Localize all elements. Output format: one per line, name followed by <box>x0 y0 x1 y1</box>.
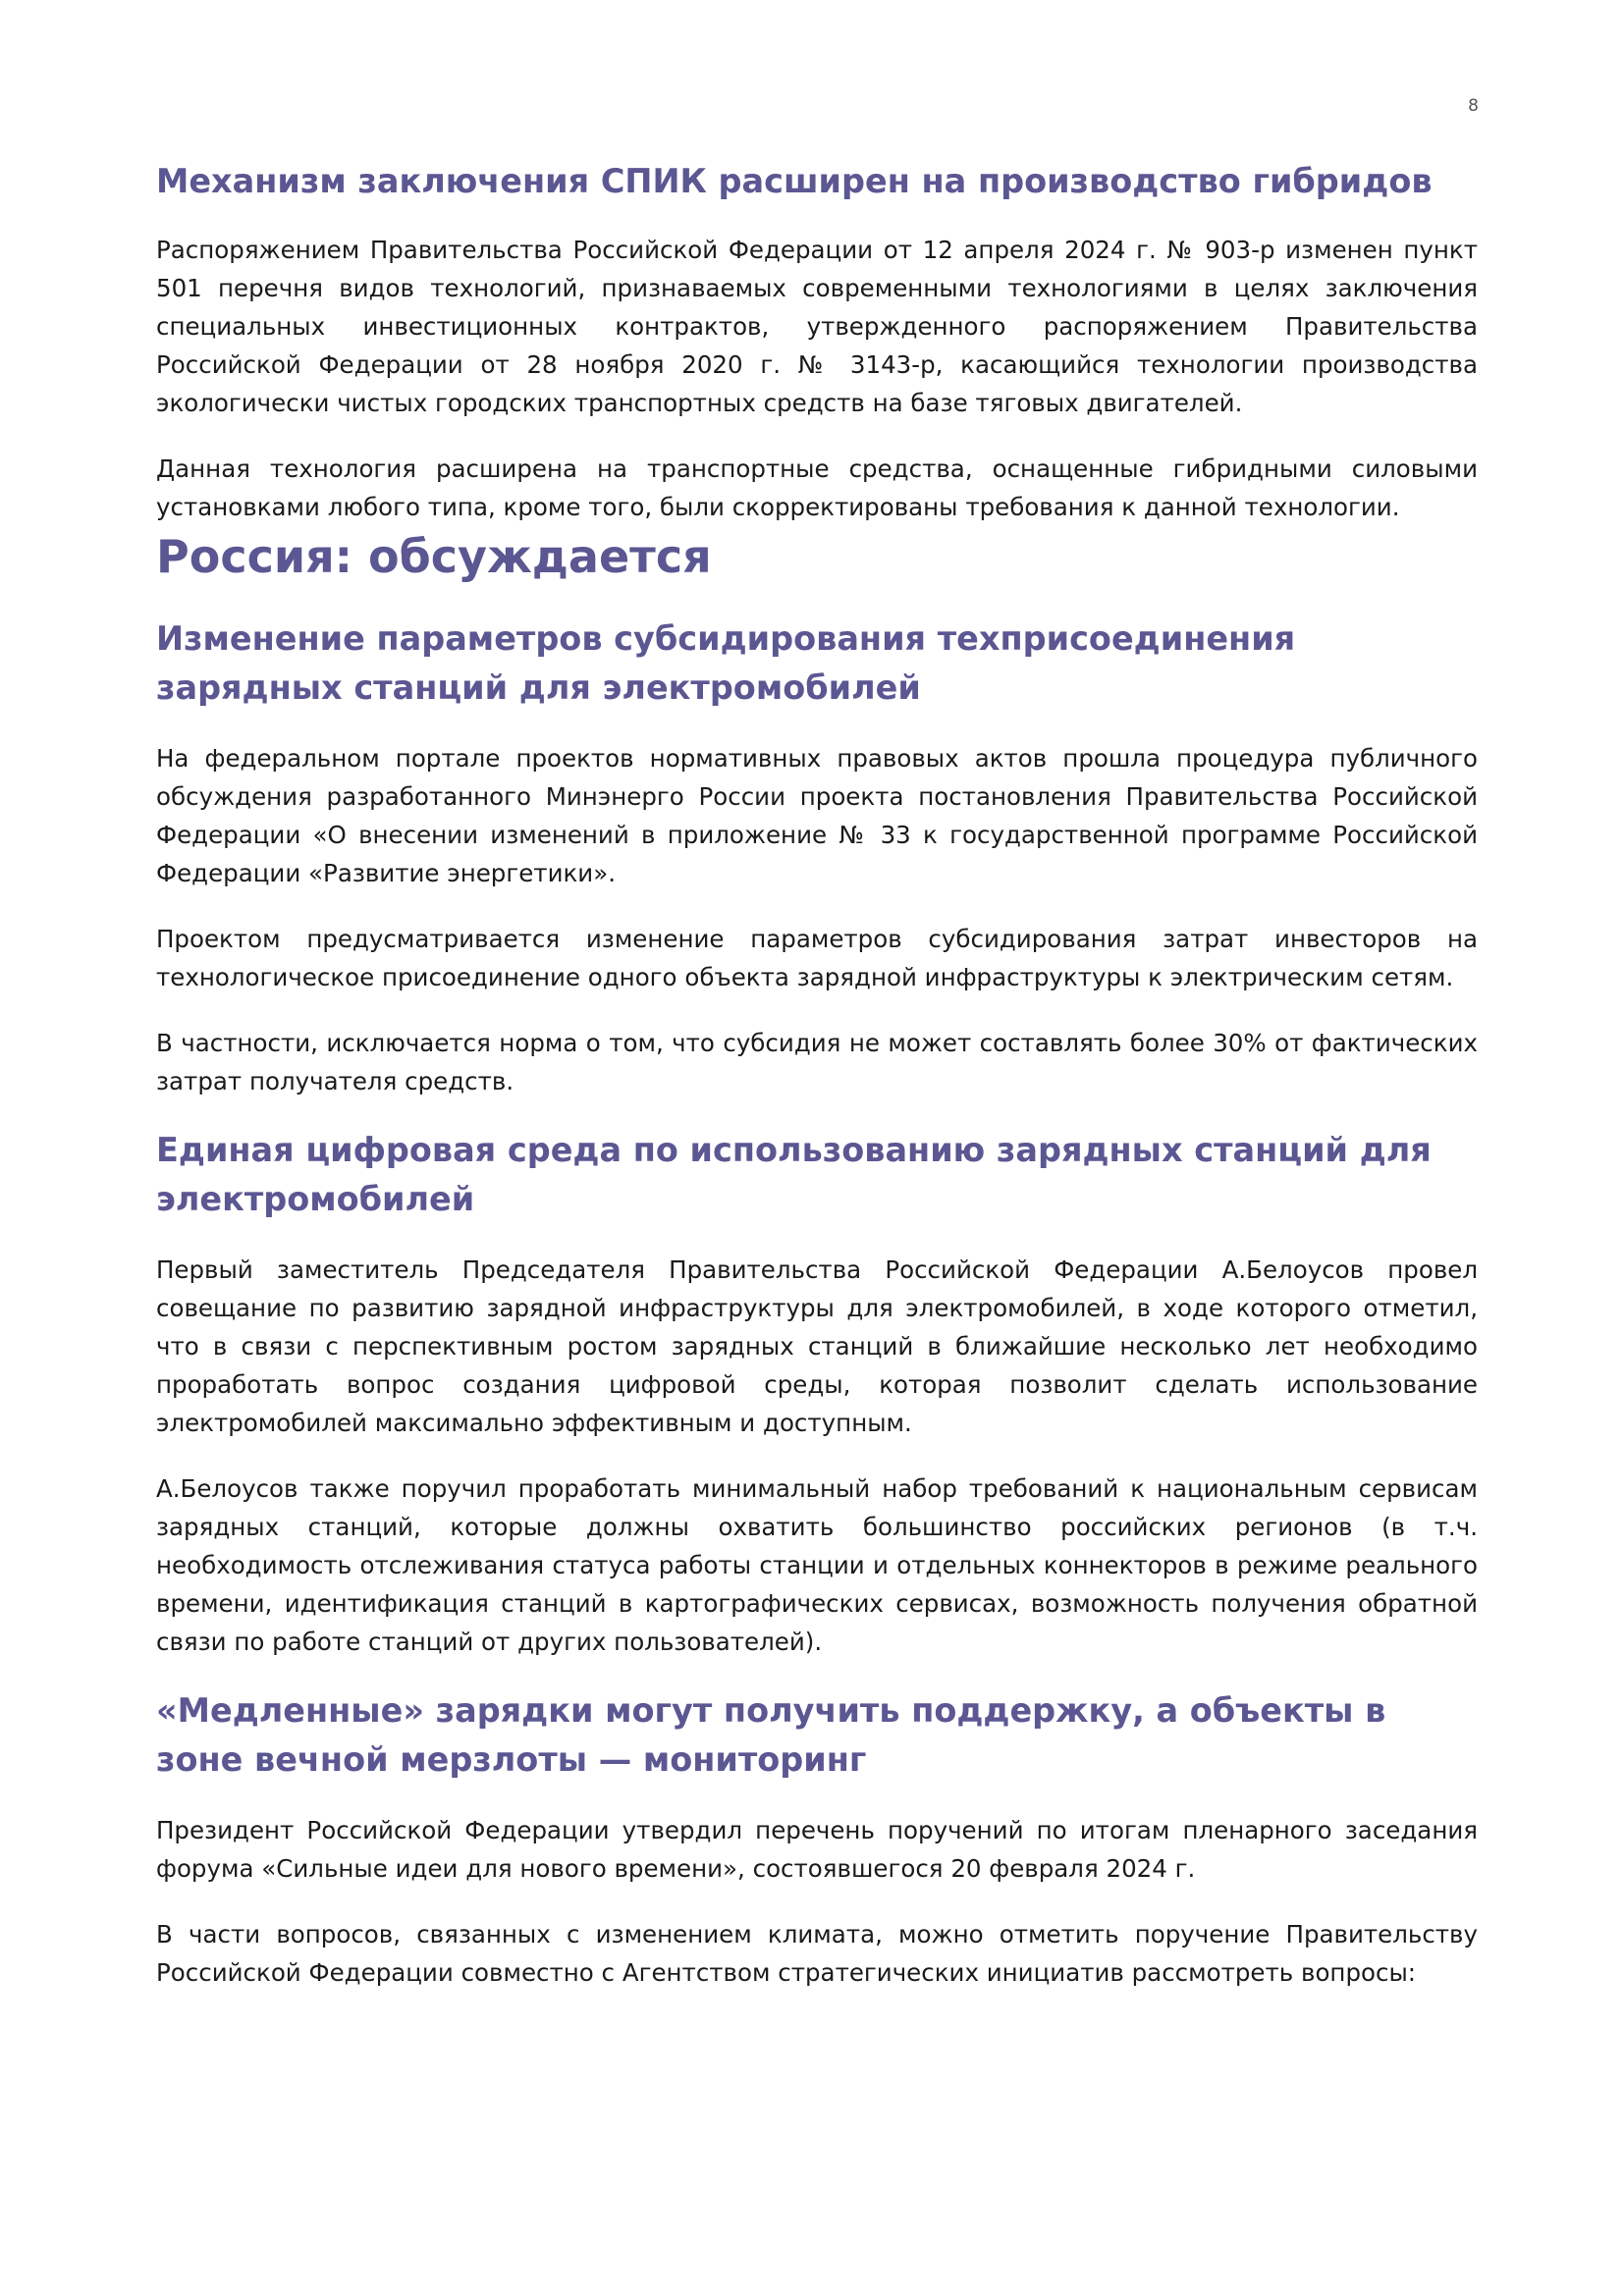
article-paragraph: Проектом предусматривается изменение параметров субсидирования затрат инвесторов на технологическое присоединение одного объекта зарядной инфраструктуры к электрическим сетям. <box>156 924 1478 991</box>
page-content <box>156 157 1478 1992</box>
page-number: 8 <box>1468 96 1479 116</box>
article-paragraph: В части вопросов, связанных с изменением климата, можно отметить поручение Правительству Российской Федерации совместно с Агентством стратегических инициатив рассмотреть вопросы: <box>156 1919 1478 1987</box>
article-paragraph: А.Белоусов также поручил проработать минимальный набор требований к национальным сервисам зарядных станций, которые должны охватить большинство российских регионов (в т.ч. необходимость отслеживания статуса работы станции и отдельных коннекторов в режиме реального времени, идентификация станций в картографических сервисах, возможность получения обратной связи по работе станций от других пользователей). <box>156 1473 1478 1656</box>
article-paragraph: На федеральном портале проектов нормативных правовых актов прошла процедура публичного обсуждения разработанного Минэнерго России проекта постановления Правительства Российской Федерации «О внесении изменений в приложение № 33 к государственной программе Российской Федерации «Развитие энергетики». <box>156 743 1478 887</box>
article-paragraph: Первый заместитель Председателя Правительства Российской Федерации А.Белоусов провел совещание по развитию зарядной инфраструктуры для электромобилей, в ходе которого отметил, что в связи с перспективным ростом зарядных станций в ближайшие несколько лет необходимо проработать вопрос создания цифровой среды, которая позволит сделать использование электромобилей максимально эффективным и доступным. <box>156 1255 1478 1437</box>
article-title: «Медленные» зарядки могут получить поддержку, а объекты в зоне вечной мерзлоты — мониторинг <box>156 1690 1386 1779</box>
article-paragraph: Распоряжением Правительства Российской Федерации от 12 апреля 2024 г. № 903-р изменен пункт 501 перечня видов технологий, признаваемых современными технологиями в целях заключения специальных инвестиционных контрактов, утвержденного распоряжением Правительства Российской Федерации от 28 ноября 2020 г. № 3143-р, касающийся технологии производства экологически чистых городских транспортных средств на базе тяговых двигателей. <box>156 235 1478 417</box>
article-title: Механизм заключения СПИК расширен на производство гибридов <box>156 162 1433 200</box>
article-subsidy <box>156 614 1478 1100</box>
article-paragraph: Данная технология расширена на транспортные средства, оснащенные гибридными силовыми установками любого типа, кроме того, были скорректированы требования к данной технологии. <box>156 454 1478 521</box>
article-digital-environment <box>156 1126 1478 1661</box>
section-title: Россия: обсуждается <box>156 529 712 583</box>
article-title: Изменение параметров субсидирования техприсоединения зарядных станций для электромобилей <box>156 618 1296 707</box>
article-paragraph: Президент Российской Федерации утвердил перечень поручений по итогам пленарного заседания форума «Сильные идеи для нового времени», состоявшегося 20 февраля 2024 г. <box>156 1815 1478 1883</box>
article-spik <box>156 157 1478 526</box>
article-paragraph: В частности, исключается норма о том, что субсидия не может составлять более 30% от фактических затрат получателя средств. <box>156 1028 1478 1095</box>
article-title: Единая цифровая среда по использованию зарядных станций для электромобилей <box>156 1130 1432 1218</box>
article-slow-charging <box>156 1686 1478 1992</box>
